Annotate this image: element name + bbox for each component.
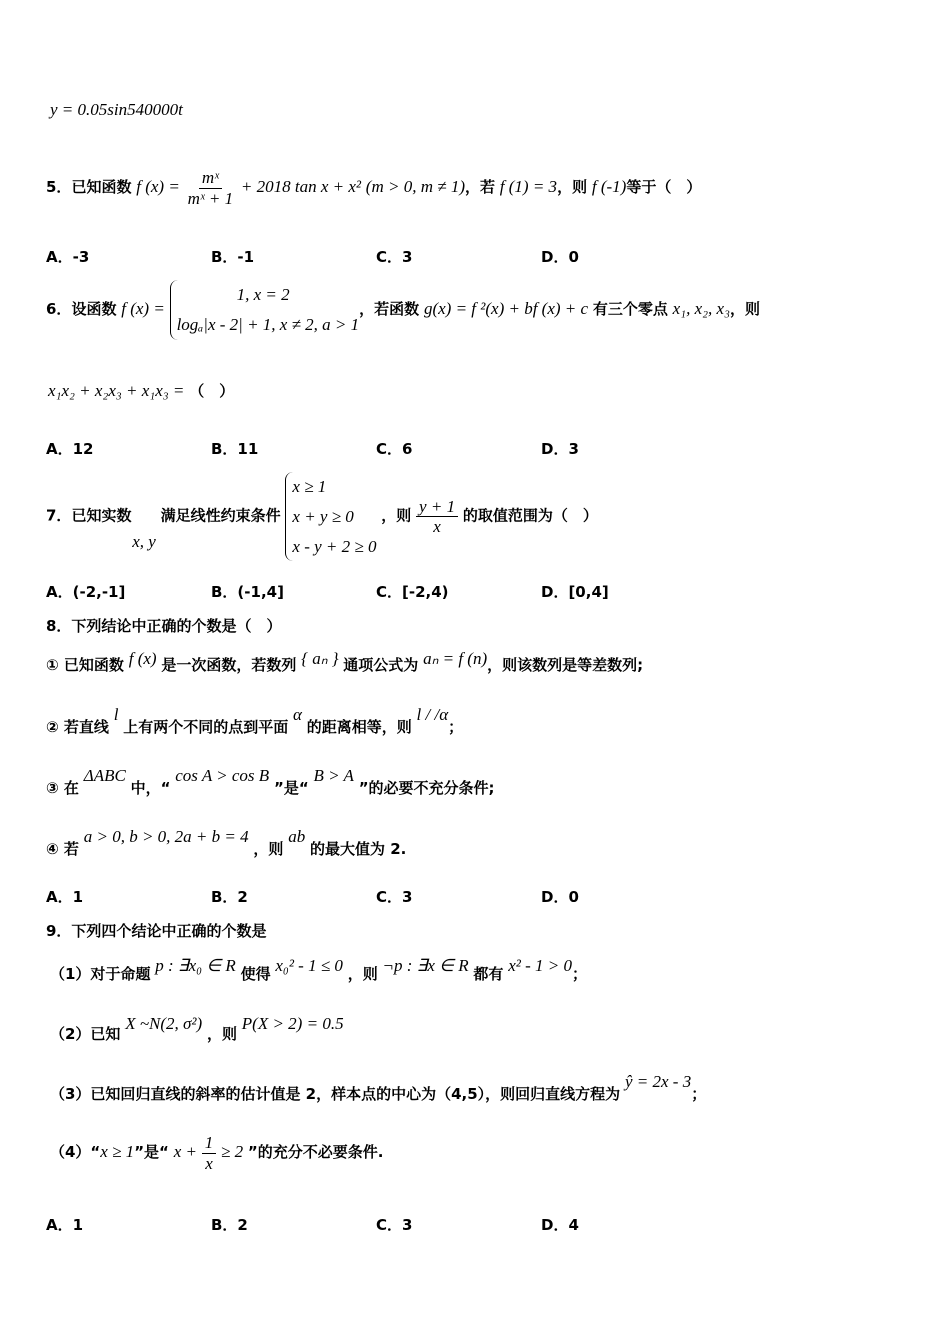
q9-s4-text-c: ”的充分不必要条件. — [247, 1143, 384, 1162]
q6-f-lhs: f (x) = — [121, 298, 165, 318]
q9-s4-fraction — [202, 1133, 217, 1173]
q9-s1-text-c: ，则 — [347, 965, 378, 983]
q8-option-b[interactable]: B．2 — [211, 888, 248, 906]
q8-s4-condition: a > 0, b > 0, 2a + b = 4 — [83, 827, 249, 846]
q6-option-d[interactable]: D．3 — [541, 440, 579, 458]
q6-expression-line — [48, 380, 234, 401]
q8-s1-f: f (x) — [128, 649, 157, 668]
q9-s3-text-a: （3）已知回归直线的斜率的估计值是 2，样本点的中心为（4,5），则回归直线方程为 — [50, 1085, 621, 1103]
q5-f-rest: + 2018 tan x + x² — [240, 177, 362, 197]
q7-option-d[interactable]: D．[0,4] — [541, 583, 609, 601]
q8-s3-cos: cos A > cos B — [175, 766, 270, 785]
q6-piecewise — [170, 280, 360, 340]
q5-given: f (1) = 3 — [499, 177, 558, 197]
q9-s2-text-a: （2）已知 — [50, 1025, 121, 1043]
q5-lead: 已知函数 — [71, 178, 132, 197]
q8-option-a[interactable]: A．1 — [46, 888, 84, 906]
q9-option-c[interactable]: C．3 — [376, 1216, 413, 1234]
q9-s4-x-ge-1: x ≥ 1 — [100, 1142, 135, 1162]
q8-statement-1 — [46, 649, 644, 675]
q5-frac-den: mˣ + 1 — [187, 188, 234, 208]
q5-frac-num: mˣ — [199, 168, 222, 189]
q5-option-a[interactable]: A．-3 — [46, 248, 90, 266]
q6-case-1: 1, x = 2 — [236, 285, 290, 304]
q8-statement-3 — [46, 766, 495, 798]
q8-s2-parallel: l / /α — [416, 705, 449, 724]
q7-ze: ，则 — [381, 506, 412, 525]
q7-constraint-2: x + y ≥ 0 — [292, 506, 354, 526]
q9-title: 9．下列四个结论中正确的个数是 — [46, 922, 267, 940]
q5-option-c[interactable]: C．3 — [376, 248, 413, 266]
q9-s4-rhs: ≥ 2 — [221, 1142, 244, 1162]
q9-s2-distribution: X ~N(2, σ²) — [125, 1014, 203, 1033]
q9-s4-text-a: （4）“ — [50, 1143, 101, 1162]
q8-s2-text-a: ② 若直线 — [46, 718, 109, 736]
q8-s4-text-c: 的最大值为 2. — [309, 840, 407, 858]
question-7 — [46, 472, 598, 561]
q8-s3-triangle: ΔABC — [83, 766, 126, 785]
q7-option-c[interactable]: C．[-2,4) — [376, 583, 449, 601]
q8-statement-2 — [46, 705, 464, 737]
q8-option-c[interactable]: C．3 — [376, 888, 413, 906]
q5-tail: 等于（ ） — [626, 178, 702, 197]
q8-s3-ba: B > A — [313, 766, 354, 785]
q7-vars: x, y — [132, 531, 156, 551]
question-5 — [46, 168, 701, 208]
q9-s4-text-b: ”是“ — [134, 1143, 169, 1162]
q5-option-d[interactable]: D．0 — [541, 248, 579, 266]
q6-mid: ，若函数 — [359, 299, 420, 318]
q7-frac-den: x — [433, 517, 441, 537]
q9-option-a[interactable]: A．1 — [46, 1216, 84, 1234]
q8-s2-l: l — [113, 705, 119, 724]
q8-title: 8．下列结论中正确的个数是（ ） — [46, 617, 282, 635]
top-formula: y = 0.05sin540000t — [50, 100, 183, 119]
q9-s1-text-a: （1）对于命题 — [50, 965, 151, 983]
q9-statement-2 — [50, 1014, 344, 1044]
q8-s4-text-b: ，则 — [253, 840, 284, 858]
q7-frac-num: y + 1 — [416, 497, 458, 518]
q9-s3-equation: ŷ = 2x - 3 — [624, 1072, 692, 1091]
q9-statement-3 — [50, 1072, 707, 1104]
q8-s1-text-d: ，则该数列是等差数列; — [487, 656, 644, 674]
q5-condition: (m > 0, m ≠ 1) — [365, 177, 465, 197]
q5-number: 5． — [46, 178, 72, 197]
q7-option-a[interactable]: A．(-2,-1] — [46, 583, 126, 601]
q7-mid: 满足线性约束条件 — [160, 506, 281, 525]
q9-s1-text-d: 都有 — [473, 965, 504, 983]
q9-s1-text-e: ； — [571, 965, 587, 983]
q9-s2-probability: P(X > 2) = 0.5 — [241, 1014, 344, 1033]
q8-s1-text-c: 通项公式为 — [343, 656, 419, 674]
q5-ruo: ，若 — [464, 178, 495, 197]
q9-s1-ineq2: x² - 1 > 0 — [508, 956, 572, 975]
q8-s1-seq: { aₙ } — [301, 649, 339, 668]
q8-s2-text-d: ； — [448, 718, 464, 736]
q5-f-lhs: f (x) = — [136, 177, 180, 197]
question-6 — [46, 280, 760, 340]
q9-s1-text-b: 使得 — [240, 965, 271, 983]
q5-target: f (-1) — [591, 177, 627, 197]
q6-has: 有三个零点 — [592, 299, 668, 318]
q9-s4-frac-num: 1 — [202, 1133, 217, 1154]
q5-option-b[interactable]: B．-1 — [211, 248, 255, 266]
q8-s2-text-c: 的距离相等，则 — [306, 718, 412, 736]
q9-s2-text-b: ，则 — [206, 1025, 237, 1043]
q8-s2-alpha: α — [293, 705, 302, 724]
q5-ze: ，则 — [557, 178, 588, 197]
q7-tail: 的取值范围为（ ） — [462, 506, 598, 525]
q7-number: 7． — [46, 506, 72, 525]
q6-number: 6． — [46, 299, 72, 318]
q8-s4-ab: ab — [288, 827, 306, 846]
q8-s3-text-d: ”的必要不充分条件; — [358, 779, 495, 797]
q8-s3-text-a: ③ 在 — [46, 779, 79, 797]
q8-s1-text-a: ① 已知函数 — [46, 656, 124, 674]
q6-option-a[interactable]: A．12 — [46, 440, 94, 458]
q9-s4-lhs: x + — [173, 1142, 197, 1162]
q6-lead: 设函数 — [71, 299, 117, 318]
q7-option-b[interactable]: B．(-1,4] — [211, 583, 284, 601]
q7-constraints — [285, 472, 376, 561]
q6-zeros: x₁, x₂, x₃ — [672, 298, 731, 318]
q6-case-2: logₐ|x - 2| + 1, x ≠ 2, a > 1 — [176, 314, 360, 334]
q8-s4-text-a: ④ 若 — [46, 840, 79, 858]
q6-g: g(x) = f ²(x) + bf (x) + c — [423, 298, 589, 318]
q9-s1-ineq: x₀² - 1 ≤ 0 — [275, 956, 343, 975]
q8-option-d[interactable]: D．0 — [541, 888, 579, 906]
q6-expression: x₁x₂ + x₂x₃ + x₁x₃ = — [48, 381, 185, 400]
q7-constraint-1: x ≥ 1 — [292, 477, 327, 496]
q9-s4-frac-den: x — [205, 1153, 213, 1173]
q6-option-b[interactable]: B．11 — [211, 440, 259, 458]
q9-s3-text-b: ； — [691, 1085, 707, 1103]
q8-statement-4 — [46, 827, 407, 859]
q8-s3-text-c: ”是“ — [273, 779, 309, 797]
q6-option-c[interactable]: C．6 — [376, 440, 413, 458]
q6-ze: ，则 — [730, 299, 761, 318]
q9-statement-4 — [50, 1133, 383, 1173]
q9-s1-p: p : ∃x₀ ∈ R — [155, 956, 236, 975]
q7-fraction — [416, 497, 458, 537]
q8-s2-text-b: 上有两个不同的点到平面 — [123, 718, 289, 736]
q9-option-d[interactable]: D．4 — [541, 1216, 579, 1234]
q9-statement-1 — [50, 956, 587, 984]
q9-option-b[interactable]: B．2 — [211, 1216, 248, 1234]
q9-s1-not-p: ¬p : ∃x ∈ R — [382, 956, 469, 975]
q6-paren: （ ） — [189, 382, 235, 400]
q8-s1-text-b: 是一次函数，若数列 — [161, 656, 297, 674]
q8-s3-text-b: 中，“ — [130, 779, 171, 797]
q7-constraint-3: x - y + 2 ≥ 0 — [292, 536, 377, 556]
q8-s1-eq: aₙ = f (n) — [423, 649, 488, 668]
q7-lead: 已知实数 — [71, 506, 132, 525]
q5-fraction — [185, 168, 237, 208]
